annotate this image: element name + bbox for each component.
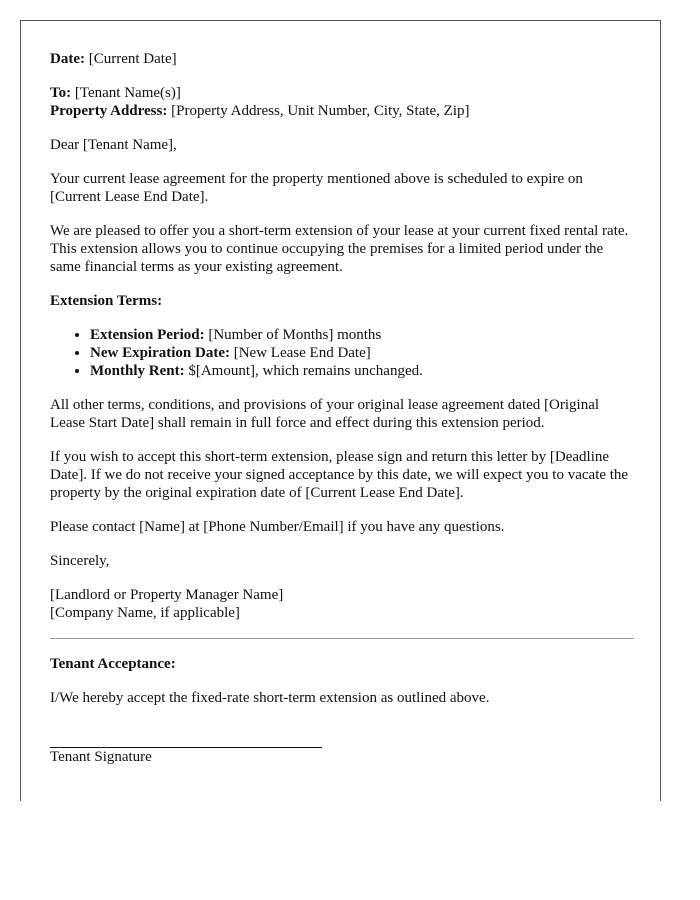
terms-list-item: [90, 362, 634, 380]
salutation: Dear [Tenant Name],: [50, 137, 177, 153]
terms-heading: [50, 292, 634, 310]
property-address-line: [50, 102, 634, 120]
paragraph-expiry: Your current lease agreement for the property mentioned above is scheduled to expire on [Current Lease End Date].: [50, 171, 583, 205]
terms-heading-text: Extension Terms:: [50, 293, 163, 309]
term-label: New Expiration Date:: [90, 345, 230, 361]
date-line: [50, 50, 634, 68]
sign-off: Sincerely,: [50, 553, 110, 569]
paragraph-offer: We are pleased to offer you a short-term extension of your lease at your current fixed rental rate. This extension allows you to continue occupying the premises for a limited period under the same financial terms as your existing agreement.: [50, 223, 629, 275]
date-value: [Current Date]: [84, 51, 177, 67]
letter-page: [20, 20, 661, 801]
acceptance-statement: I/We hereby accept the fixed-rate short-term extension as outlined above.: [50, 690, 490, 706]
term-value: $[Amount], which remains unchanged.: [184, 363, 423, 379]
terms-list-item: [90, 344, 634, 362]
signature-line[interactable]: [50, 723, 322, 748]
acceptance-heading: [50, 655, 634, 673]
terms-list: [50, 326, 634, 380]
term-label: Monthly Rent:: [90, 363, 185, 379]
to-line: [50, 84, 634, 102]
terms-list-item: [90, 326, 634, 344]
sender-company: [Company Name, if applicable]: [50, 605, 240, 621]
letter-content: [50, 50, 634, 766]
paragraph-contact: Please contact [Name] at [Phone Number/Email] if you have any questions.: [50, 519, 505, 535]
sender-name: [Landlord or Property Manager Name]: [50, 587, 284, 603]
term-value: [Number of Months] months: [204, 327, 382, 343]
signature-label: Tenant Signature: [50, 749, 152, 765]
acceptance-heading-text: Tenant Acceptance:: [50, 656, 176, 672]
paragraph-acceptance-deadline: If you wish to accept this short-term extension, please sign and return this letter by [Deadline Date]. If we do not receive your signed acceptance by this date, we will expect you to vacate the property by the original expiration date of [Current Lease End Date].: [50, 449, 629, 501]
paragraph-other-terms: All other terms, conditions, and provisions of your original lease agreement dated [Original Lease Start Date] shall remain in full force and effect during this extension period.: [50, 397, 600, 431]
to-label: To:: [50, 85, 72, 101]
term-label: Extension Period:: [90, 327, 205, 343]
property-address-label: Property Address:: [50, 103, 168, 119]
date-label: Date:: [50, 51, 85, 67]
to-value: [Tenant Name(s)]: [71, 85, 181, 101]
section-divider: [50, 638, 634, 639]
property-address-value: [Property Address, Unit Number, City, State, Zip]: [167, 103, 470, 119]
term-value: [New Lease End Date]: [229, 345, 371, 361]
